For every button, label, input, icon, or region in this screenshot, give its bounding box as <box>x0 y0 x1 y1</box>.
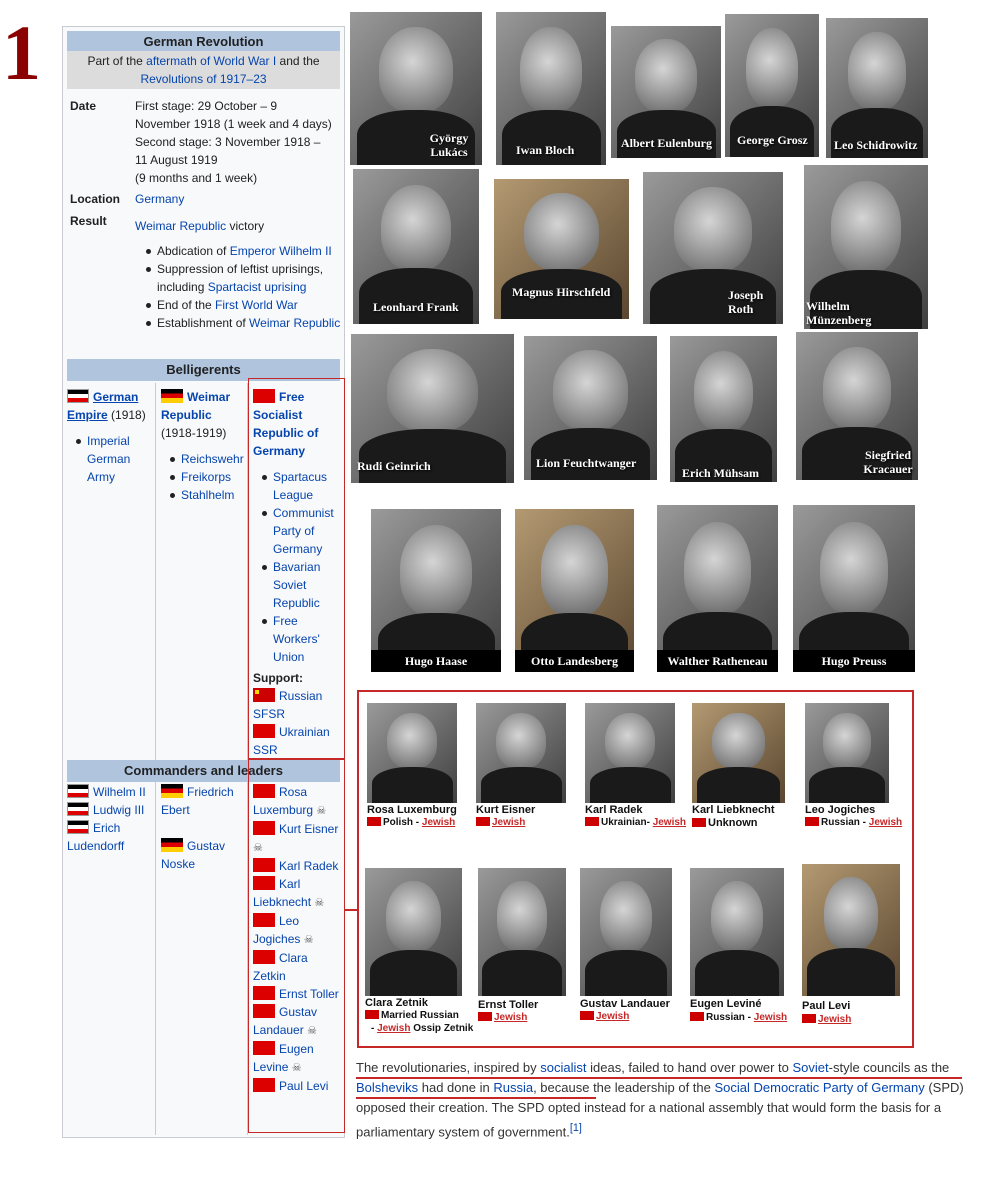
tag: Jewish <box>868 817 903 828</box>
leader-origin <box>585 817 686 829</box>
portrait-photo <box>793 505 915 672</box>
link-commander[interactable]: Gustav Noske <box>161 839 226 871</box>
portrait-caption: Erich Mühsam <box>682 466 760 480</box>
flag-icon <box>580 1011 594 1020</box>
skull-icon: ☠ <box>307 1025 317 1037</box>
leader-origin <box>476 817 525 829</box>
leader-origin-2 <box>371 1023 473 1035</box>
link-reichswehr[interactable]: Reichswehr <box>181 452 244 466</box>
link-socialist[interactable]: socialist <box>540 1060 587 1075</box>
link-ww1[interactable]: First World War <box>215 298 298 312</box>
skull-icon: ☠ <box>291 1062 302 1074</box>
link-weimar-rep[interactable]: Weimar Republic <box>161 390 231 422</box>
leader-origin <box>478 1012 527 1024</box>
leader-name: Rosa Luxemburg <box>367 804 457 816</box>
result-value <box>135 217 264 235</box>
link-revolutions[interactable]: Revolutions of 1917–23 <box>140 72 267 86</box>
tag: Jewish <box>753 1012 788 1023</box>
commander <box>67 819 153 855</box>
result-label: Result <box>70 214 107 228</box>
portrait-caption: Walther Ratheneau <box>657 650 778 672</box>
text: (1918) <box>107 408 146 422</box>
skull-icon: ☠ <box>314 897 325 909</box>
link-bavarian[interactable]: Bavarian Soviet Republic <box>273 560 321 610</box>
portrait-photo <box>657 505 778 672</box>
imperial-flag-icon <box>67 820 89 834</box>
link-commander[interactable]: Ludwig III <box>93 803 145 817</box>
portrait-caption: Lion Feuchtwanger <box>536 456 637 470</box>
date-line: 11 August 1919 <box>135 153 218 167</box>
text: End of the <box>157 298 216 312</box>
portrait-photo <box>371 509 501 672</box>
flag-icon <box>805 817 819 826</box>
portrait-caption: Leonhard Frank <box>373 300 459 314</box>
portrait-caption: Rudi Geinrich <box>357 459 431 473</box>
text: , because the leadership of the <box>533 1080 715 1095</box>
text: (SPD) opposed their creation. The SPD opted instead for a national assembly that would form the basis for a parliamentary system of government. <box>356 1080 964 1140</box>
reference-link[interactable]: [1] <box>569 1122 582 1134</box>
tag: Jewish <box>421 817 456 828</box>
portrait-caption: George Grosz <box>737 133 808 147</box>
link-commander[interactable]: Wilhelm II <box>93 785 146 799</box>
text: Ossip Zetnik <box>410 1023 474 1034</box>
link-commander[interactable]: Karl Liebknecht <box>253 877 312 909</box>
portrait-photo <box>524 336 657 480</box>
cmd1-list <box>67 783 153 855</box>
date-label: Date <box>70 99 97 113</box>
list-item <box>143 314 341 332</box>
portrait-photo <box>804 165 928 329</box>
commander <box>161 783 245 819</box>
portrait-photo <box>353 169 479 324</box>
location-label: Location <box>70 192 120 206</box>
tag: Jewish <box>377 1023 411 1034</box>
portrait-photo <box>494 179 629 319</box>
date-line: First stage: 29 October – 9 <box>135 99 278 113</box>
portrait-caption: Wilhelm Münzenberg <box>806 299 872 327</box>
portrait-photo <box>670 336 777 482</box>
result-tail: victory <box>226 219 265 233</box>
portrait-photo <box>796 332 918 480</box>
portrait-photo <box>515 509 634 672</box>
tag: Jewish <box>652 817 687 828</box>
leader-origin <box>580 1011 629 1023</box>
portrait-caption: Magnus Hirschfeld <box>512 285 611 299</box>
link-spartacist[interactable]: Spartacist uprising <box>207 280 307 294</box>
weimar-flag-icon <box>161 784 183 798</box>
portrait-photo <box>585 703 675 803</box>
link-commander[interactable]: Gustav Landauer <box>253 1005 318 1037</box>
portrait-photo <box>351 334 514 483</box>
leader-name: Paul Levi <box>802 1000 851 1012</box>
tag: Jewish <box>596 1011 630 1022</box>
link-bolsheviks[interactable]: Bolsheviks <box>356 1080 419 1095</box>
link-commander[interactable]: Clara Zetkin <box>253 951 308 983</box>
link-ukr-ssr[interactable]: Ukrainian SSR <box>253 725 330 757</box>
text: -style councils as the <box>828 1060 950 1075</box>
text: The revolutionaries, inspired by <box>356 1060 541 1075</box>
flag-icon <box>476 817 490 826</box>
leader-name: Karl Radek <box>585 804 643 816</box>
flag-icon <box>692 818 706 827</box>
leader-origin <box>690 1012 787 1024</box>
highlight-box-commanders <box>248 759 345 1133</box>
link-commander[interactable]: Rosa Luxemburg <box>253 785 314 817</box>
text: Married Russian <box>381 1010 459 1021</box>
link-weimar-republic[interactable]: Weimar Republic <box>249 316 341 330</box>
commander <box>161 837 245 873</box>
link-spd[interactable]: Social Democratic Party of Germany <box>714 1080 925 1095</box>
flag-icon <box>690 1012 704 1021</box>
text: ideas, failed to hand over power to <box>586 1060 793 1075</box>
text: - <box>371 1023 378 1034</box>
link-freikorps[interactable]: Freikorps <box>181 470 232 484</box>
support-label: Support: <box>253 671 303 685</box>
portrait-photo <box>365 868 462 996</box>
date-line: Second stage: 3 November 1918 – <box>135 135 321 149</box>
list-item <box>167 450 251 468</box>
portrait-caption: Leo Schidrowitz <box>834 138 918 152</box>
leader-origin <box>802 1014 851 1026</box>
imperial-flag-icon <box>67 802 89 816</box>
link-commander[interactable]: Paul Levi <box>279 1079 329 1093</box>
date-value <box>135 97 345 187</box>
list-item <box>143 242 341 260</box>
flag-icon <box>478 1012 492 1021</box>
portrait-photo <box>478 868 566 996</box>
link-commander[interactable]: Erich Ludendorff <box>67 821 125 853</box>
portrait-photo <box>725 14 819 157</box>
list-item <box>143 296 341 314</box>
portrait-photo <box>643 172 783 324</box>
text: Unknown <box>708 817 758 829</box>
imperial-flag-icon <box>67 784 89 798</box>
portrait-caption: Hugo Preuss <box>793 650 915 672</box>
text: Ukrainian- <box>601 817 653 828</box>
portrait-caption: Otto Landesberg <box>515 650 634 672</box>
tag: Jewish <box>818 1014 852 1025</box>
infobox-title: German Revolution <box>67 31 340 53</box>
leader-name: Karl Liebknecht <box>692 804 775 816</box>
text: had done in <box>418 1080 494 1095</box>
link-commander[interactable]: Leo Jogiches <box>253 914 301 946</box>
link-commander[interactable]: Karl Radek <box>279 859 339 873</box>
tag: Jewish <box>494 1012 528 1023</box>
leader-name: Leo Jogiches <box>805 804 876 816</box>
text: Polish - <box>383 817 422 828</box>
portrait-photo <box>611 26 721 158</box>
page-number: 1 <box>2 9 41 96</box>
portrait-photo <box>350 12 482 165</box>
flag-icon <box>585 817 599 826</box>
text: Russian - <box>821 817 869 828</box>
portrait-caption: Joseph Roth <box>728 288 764 316</box>
link-commander[interactable]: Friedrich Ebert <box>161 785 234 817</box>
portrait-photo <box>580 868 672 996</box>
belligerent-weimar <box>161 388 247 442</box>
imperial-flag-icon <box>67 389 89 403</box>
commanders-header: Commanders and leaders <box>67 760 340 782</box>
link-commander[interactable]: Ernst Toller <box>279 987 339 1001</box>
subtitle-text: Part of the <box>87 54 147 68</box>
flag-icon <box>802 1014 816 1023</box>
portrait-photo <box>690 868 784 996</box>
infobox-subtitle <box>67 51 340 89</box>
leader-origin <box>367 817 455 829</box>
highlight-box-belligerent <box>248 378 345 759</box>
weimar-flag-icon <box>161 838 183 852</box>
portrait-photo <box>805 703 889 803</box>
portrait-caption: Siegfried Kracauer <box>863 448 913 476</box>
underline-highlight <box>356 1077 962 1079</box>
list-item <box>143 260 341 296</box>
link-aftermath[interactable]: aftermath of World War I <box>146 54 277 68</box>
skull-icon: ☠ <box>253 842 263 854</box>
portrait-photo <box>496 12 606 165</box>
link-free-socialist[interactable]: Free Socialist Republic of Germany <box>253 390 319 458</box>
leader-name: Kurt Eisner <box>476 804 536 816</box>
link-rsfsr[interactable]: Russian SFSR <box>253 689 323 721</box>
leader-origin <box>692 817 758 829</box>
portrait-caption: György Lukács <box>429 131 469 159</box>
link-fau[interactable]: Free Workers' Union <box>273 614 320 664</box>
belligerents-header: Belligerents <box>67 359 340 381</box>
flag-icon <box>367 817 381 826</box>
link-commander[interactable]: Eugen Levine <box>253 1042 314 1074</box>
portrait-caption: Iwan Bloch <box>516 143 575 157</box>
leader-origin <box>365 1010 459 1022</box>
description-paragraph <box>356 1058 966 1142</box>
location-link[interactable]: Germany <box>135 192 185 206</box>
flag-icon <box>365 1010 379 1019</box>
link-kpd[interactable]: Communist Party of Germany <box>273 506 334 556</box>
portrait-photo <box>476 703 566 803</box>
link-spartacus[interactable]: Spartacus League <box>273 470 328 502</box>
portrait-photo <box>367 703 457 803</box>
link-weimar[interactable]: Weimar Republic <box>135 219 227 233</box>
leader-origin <box>805 817 902 829</box>
date-line: (9 months and 1 week) <box>135 171 258 185</box>
portrait-caption: Hugo Haase <box>371 650 501 672</box>
tag: Jewish <box>492 817 526 828</box>
text: Abdication of <box>157 244 230 258</box>
leader-name: Eugen Leviné <box>690 998 762 1010</box>
link-russia[interactable]: Russia <box>493 1080 534 1095</box>
leader-name: Ernst Toller <box>478 999 539 1011</box>
portrait-photo <box>802 864 900 996</box>
link-stahlhelm[interactable]: Stahlhelm <box>181 488 235 502</box>
link-soviet[interactable]: Soviet <box>792 1060 829 1075</box>
link-emperor[interactable]: Emperor Wilhelm II <box>229 244 332 258</box>
cmd2-list <box>161 783 245 873</box>
link-german-empire[interactable]: German Empire <box>67 390 139 422</box>
skull-icon: ☠ <box>316 805 327 817</box>
leader-name: Clara Zetnik <box>365 997 428 1009</box>
date-line: November 1918 (1 week and 4 days) <box>135 117 332 131</box>
col1-list <box>73 432 153 486</box>
text: Russian - <box>706 1012 754 1023</box>
link-commander[interactable]: Kurt Eisner <box>279 822 339 836</box>
leader-name: Gustav Landauer <box>580 998 670 1010</box>
underline-highlight <box>356 1097 596 1099</box>
list-item <box>167 468 251 486</box>
connector-line <box>345 909 357 911</box>
commander <box>67 783 153 801</box>
belligerent-german-empire <box>67 388 153 424</box>
col2-list <box>167 450 251 504</box>
subtitle-text-mid: and the <box>276 54 320 68</box>
text: Establishment of <box>157 316 250 330</box>
list-item <box>73 432 153 486</box>
text: Suppression of leftist uprisings, including <box>157 262 324 294</box>
column-divider <box>155 383 156 1135</box>
portrait-photo <box>826 18 928 158</box>
list-item <box>167 486 251 504</box>
portrait-caption: Albert Eulenburg <box>621 136 713 150</box>
weimar-flag-icon <box>161 389 183 403</box>
link-army[interactable]: Imperial German Army <box>87 434 131 484</box>
skull-icon: ☠ <box>303 934 314 946</box>
commander <box>67 801 153 819</box>
portrait-photo <box>692 703 785 803</box>
text: (1918-1919) <box>161 426 227 440</box>
result-list <box>143 242 341 332</box>
